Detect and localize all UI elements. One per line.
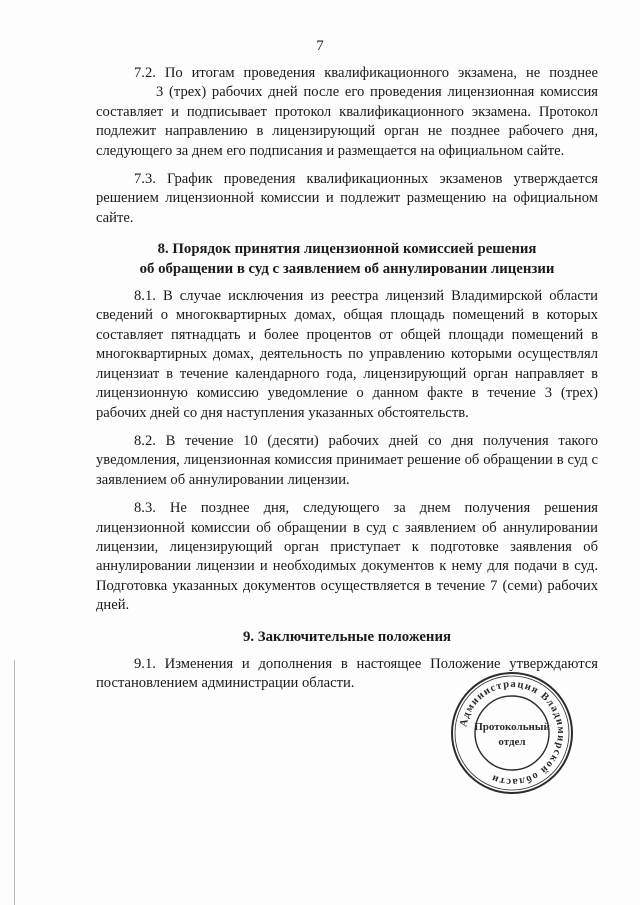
section-9-heading [96,628,598,647]
stamp-outer-ring-inner [455,676,569,790]
paragraph-7-2-start: 7.2. По итогам проведения квалификационного экзамена, не позднее [134,65,598,81]
paragraph-7-2-rest: 3 (трех) рабочих дней после его проведения лицензионная комиссия составляет и подписывает протокол квалификационного экзамена. Протокол подлежит направлению в лицензирующий орган не позднее рабочего дня, следующего за днем его подписания и размещается на официальном сайте. [96,84,598,159]
stamp-outer-ring [452,673,572,793]
scan-edge-line [14,660,15,905]
section-9-title: 9. Заключительные положения [243,628,451,645]
paragraph-7-3: 7.3. График проведения квалификационных экзаменов утверждается решением лицензионной комиссии и подлежит размещению на официальном сайте. [96,171,598,226]
stamp-center-line-2: отдел [498,736,526,748]
stamp-inner-ring [475,696,549,770]
paragraph-7-2 [96,64,598,161]
paragraph-8-1: 8.1. В случае исключения из реестра лицензий Владимирской области сведений о многоквартирных домах, общая площадь помещений в которых составляет пятнадцать и более процентов от общей площади помещений в многоквартирных домах, деятельность по управлению которыми осуществлял лицензиат в течение календарного года, лицензирующий орган направляет в лицензионную комиссию уведомление о данном факте в течение 3 (трех) рабочих дней со дня наступления указанных обстоятельств. [96,288,598,421]
paragraph-9-1: 9.1. Изменения и дополнения в настоящее Положение утверждаются постановлением администрации области. [96,655,598,692]
page-number: 7 [316,38,324,54]
stamp-center-line-1: Протокольный [474,721,550,733]
stamp-ring-text: Администрация Владимирской области [458,678,567,788]
document-body [96,64,598,703]
paragraph-8-2: 8.2. В течение 10 (десяти) рабочих дней со дня получения такого уведомления, лицензионная комиссия принимает решение об обращении в суд с заявлением об аннулировании лицензии. [96,432,598,488]
department-stamp [436,668,588,798]
section-8-title-line-1: 8. Порядок принятия лицензионной комиссией решения [157,241,537,258]
section-8-heading [96,240,598,279]
section-8-title-line-2: об обращении в суд с заявлением об аннулировании лицензии [139,260,555,277]
paragraph-8-3: 8.3. Не позднее дня, следующего за днем получения решения лицензионной комиссии об обращении в суд с заявлением об аннулировании лицензии, лицензирующий орган приступает к подготовке заявления об аннулировании лицензии и необходимых документов к нему для подачи в суд. Подготовка указанных документов осуществляется в течение 7 (семи) рабочих дней. [96,500,598,614]
